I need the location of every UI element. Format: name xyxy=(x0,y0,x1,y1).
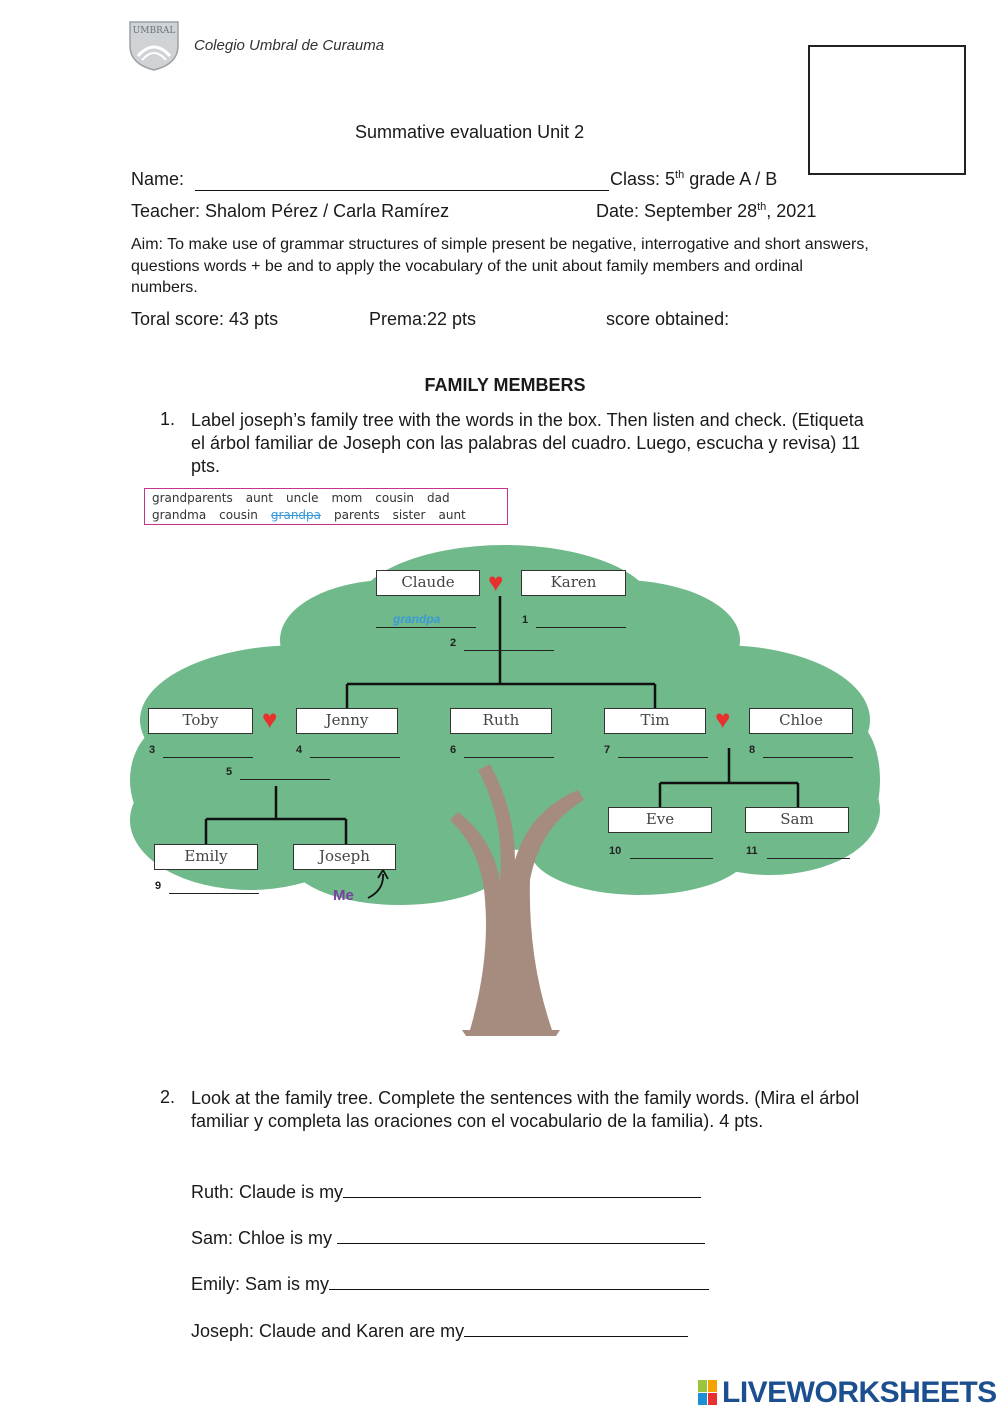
node-chloe: Chloe xyxy=(749,708,853,734)
node-karen: Karen xyxy=(521,570,626,596)
node-emily: Emily xyxy=(154,844,258,870)
node-joseph: Joseph xyxy=(293,844,396,870)
answer-blank-2[interactable] xyxy=(464,650,554,651)
score-obtained: score obtained: xyxy=(606,309,730,329)
word: grandma xyxy=(152,508,207,522)
blank-number: 2 xyxy=(450,637,457,649)
word: parents xyxy=(334,508,380,522)
sentence-blank[interactable] xyxy=(343,1179,701,1198)
node-toby: Toby xyxy=(148,708,253,734)
answer-blank-6[interactable] xyxy=(464,757,554,758)
node-claude: Claude xyxy=(376,570,480,596)
name-label: Name: xyxy=(131,169,185,189)
sentence-4 xyxy=(191,1318,688,1342)
blank-number: 6 xyxy=(450,744,457,756)
blank-number: 10 xyxy=(609,845,622,857)
sentence-blank[interactable] xyxy=(329,1271,709,1290)
teacher-label: Teacher: Shalom Pérez / Carla Ramírez xyxy=(131,201,450,221)
word: aunt xyxy=(245,491,273,505)
answer-blank-10[interactable] xyxy=(630,858,713,859)
answer-blank-7[interactable] xyxy=(618,757,708,758)
node-eve: Eve xyxy=(608,807,712,833)
sentence-blank[interactable] xyxy=(464,1318,688,1337)
sentence-text: Sam: Chloe is my xyxy=(191,1228,333,1248)
answer-blank-11[interactable] xyxy=(767,858,850,859)
word: sister xyxy=(392,508,426,522)
example-blank xyxy=(376,627,476,628)
blank-number: 7 xyxy=(604,744,611,756)
total-score: Toral score: 43 pts xyxy=(131,309,279,329)
word: dad xyxy=(427,491,450,505)
word: uncle xyxy=(286,491,319,505)
prema-score: Prema:22 pts xyxy=(369,309,477,329)
question-1-text: Label joseph’s family tree with the words in the box. Then listen and check. (Etiqueta el árbol familiar de Joseph con las palabras del cuadro. Luego, escucha y revisa) 11 pts. xyxy=(191,410,864,476)
answer-blank-1[interactable] xyxy=(536,627,626,628)
sentence-blank[interactable] xyxy=(337,1225,705,1244)
brand-name[interactable]: LIVEWORKSHEETS xyxy=(722,1376,997,1409)
blank-number: 5 xyxy=(226,766,233,778)
logo-text: UMBRAL xyxy=(132,26,176,36)
word: aunt xyxy=(438,508,466,522)
answer-blank-3[interactable] xyxy=(163,757,253,758)
word: grandparents xyxy=(152,491,233,505)
question-2-number: 2. xyxy=(160,1087,176,1107)
aim-text: Aim: To make use of grammar structures of simple present be negative, interrogative and short answers, questions words + be and to apply the vocabulary of the unit about family members and ordinal numbers. xyxy=(131,236,869,296)
blank-number: 8 xyxy=(749,744,756,756)
word: cousin xyxy=(375,491,415,505)
me-label: Me xyxy=(333,887,354,904)
blank-number: 9 xyxy=(155,880,162,892)
answer-blank-8[interactable] xyxy=(763,757,853,758)
liveworksheets-logo-icon xyxy=(698,1380,718,1406)
sentence-2 xyxy=(191,1225,705,1249)
word: cousin xyxy=(219,508,258,522)
question-1-number: 1. xyxy=(160,409,176,429)
sentence-1 xyxy=(191,1179,701,1203)
word: mom xyxy=(331,491,363,505)
heart-icon: ♥ xyxy=(262,704,278,734)
heart-icon: ♥ xyxy=(715,704,731,734)
sentence-text: Emily: Sam is my xyxy=(191,1274,330,1294)
example-answer: grandpa xyxy=(393,612,441,626)
answer-blank-5[interactable] xyxy=(240,779,330,780)
date-label: Date: September 28th, 2021 xyxy=(596,201,817,221)
node-jenny: Jenny xyxy=(296,708,398,734)
word-used: grandpa xyxy=(270,508,322,522)
question-2-text: Look at the family tree. Complete the sentences with the family words. (Mira el árbol familiar y completa las oraciones con el vocabulario de la familia). 4 pts. xyxy=(191,1088,860,1131)
node-tim: Tim xyxy=(604,708,706,734)
node-ruth: Ruth xyxy=(450,708,552,734)
heart-icon: ♥ xyxy=(488,567,504,597)
blank-number: 3 xyxy=(149,744,156,756)
blank-number: 4 xyxy=(296,744,303,756)
sentence-text: Ruth: Claude is my xyxy=(191,1182,344,1202)
answer-blank-4[interactable] xyxy=(310,757,400,758)
node-sam: Sam xyxy=(745,807,849,833)
answer-blank-9[interactable] xyxy=(169,893,259,894)
school-name: Colegio Umbral de Curauma xyxy=(194,37,385,54)
blank-number: 1 xyxy=(522,614,529,626)
blank-number: 11 xyxy=(746,845,758,857)
sentence-3 xyxy=(191,1271,709,1295)
evaluation-title: Summative evaluation Unit 2 xyxy=(355,122,585,142)
class-label: Class: 5th grade A / B xyxy=(610,169,778,189)
section-title: FAMILY MEMBERS xyxy=(424,375,586,395)
sentence-text: Joseph: Claude and Karen are my xyxy=(191,1321,465,1341)
